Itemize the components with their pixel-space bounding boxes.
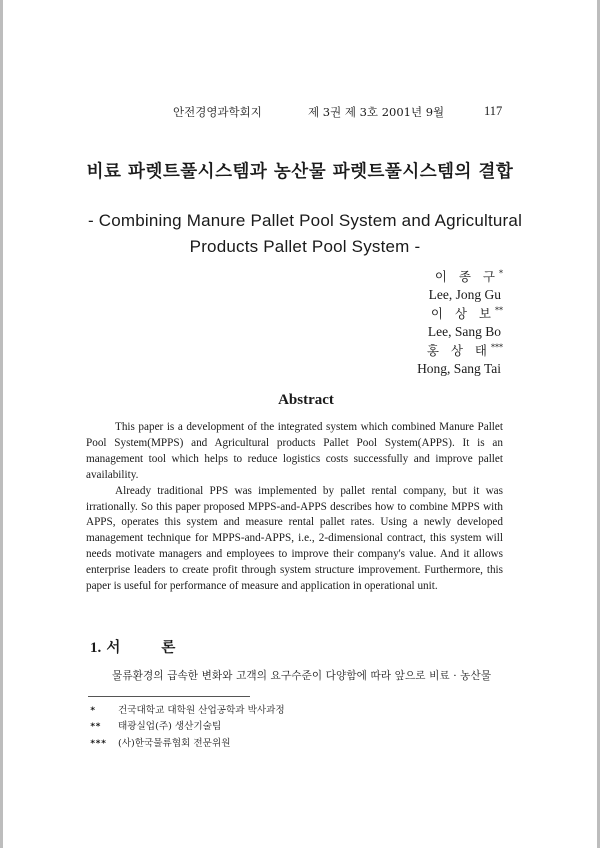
author-2-korean: 이 상 보**: [430, 305, 503, 321]
author-1-korean: 이 종 구*: [434, 268, 503, 284]
author-3-mark: ***: [491, 342, 503, 352]
section-heading: [90, 636, 175, 657]
author-1-mark: *: [499, 268, 503, 278]
abstract-paragraph-2: Already traditional PPS was implemented by pallet rental company, but it was irrationally. So this paper proposed MPPS-and-APPS describes how to combine MPPS with APPS, operates this system and measure rental pallet rates. Using a newly developed management technique for MPPS-and-APPS, i.e., 2-dimensional contract, this system will needs motivate managers and employees to improve their company's value. And it allows enterprise leaders to create profit through system structure improvement. Furthermore, this paper is useful for performance of measure and application in operational unit.: [86, 484, 503, 593]
footnote-1-mark: *: [90, 706, 96, 716]
author-2-mark: **: [495, 305, 503, 315]
title-english: - Combining Manure Pallet Pool System and Agricultural Products Pallet Pool System -: [87, 211, 523, 256]
section-title-part1: 서: [106, 639, 121, 656]
author-3-korean: 홍 상 태***: [426, 342, 503, 358]
author-3-english: Hong, Sang Tai: [417, 361, 501, 377]
author-block: [417, 268, 501, 378]
footnote-1: [90, 703, 285, 719]
running-head: [0, 104, 600, 120]
issue-info: 제 3권 제 3호 2001년 9월: [308, 105, 445, 119]
footnote-3-text: (사)한국물류협회 전문위원: [118, 737, 231, 749]
footnote-2-text: 태광실업(주) 생산기술팀: [118, 721, 222, 733]
section-title-part2: 론: [161, 639, 176, 656]
author-2-english: Lee, Sang Bo: [427, 324, 501, 340]
journal-name: 안전경영과학회지: [173, 105, 262, 119]
footnote-2: [90, 719, 285, 735]
footnote-2-mark: **: [90, 722, 101, 733]
title-korean: 비료 파렛트풀시스템과 농산물 파렛트풀시스템의 결합: [86, 162, 514, 182]
abstract-heading: Abstract: [278, 392, 334, 408]
footnote-1-text: 건국대학교 대학원 산업공학과 박사과정: [118, 705, 285, 716]
page-left-edge: [0, 0, 3, 848]
footnote-3-mark: ***: [90, 738, 107, 749]
body-text-first-line: 물류환경의 급속한 변화와 고객의 요구수준이 다양함에 따라 앞으로 비료 · 농산물: [112, 670, 492, 682]
section-number: 1.: [90, 640, 102, 656]
footnote-3: [90, 736, 285, 752]
abstract-paragraph-1: This paper is a development of the integrated system which combined Manure Pallet Pool System(MPPS) and Agricultural products Pallet Pool System(APPS). It is an management tool which helps to reduce logistics costs successfully and improve pallet availability.: [86, 421, 503, 481]
abstract-body: [86, 420, 503, 595]
page-number: 117: [484, 104, 503, 118]
author-1-english: Lee, Jong Gu: [428, 287, 501, 303]
footnote-divider: [88, 696, 250, 697]
footnotes: [90, 703, 285, 752]
